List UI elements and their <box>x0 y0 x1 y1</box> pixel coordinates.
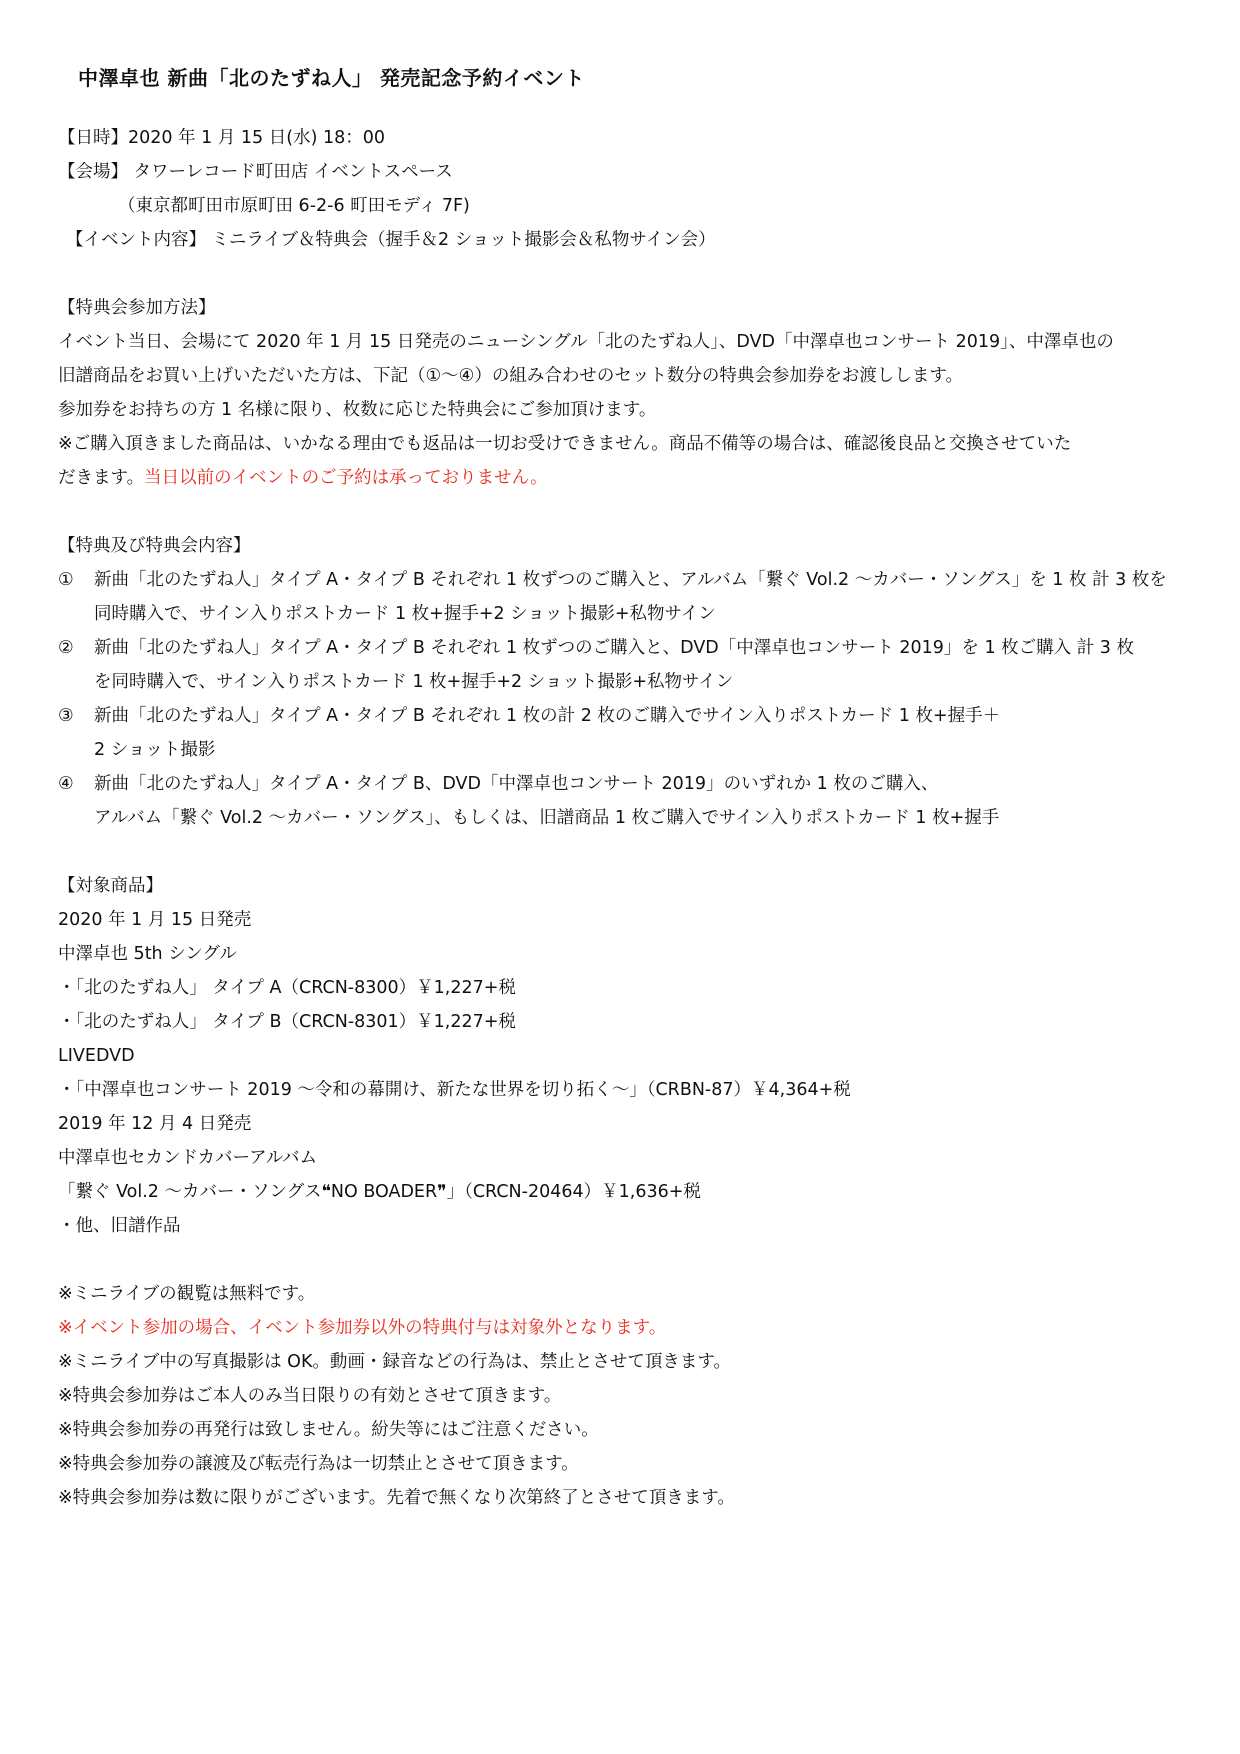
benefit-item-1-line-2: 同時購入で、サイン入りポストカード 1 枚+握手+2 ショット撮影+私物サイン <box>94 604 716 624</box>
method-line-2: 旧譜商品をお買い上げいただいた方は、下記（①～④）の組み合わせのセット数分の特典会参加券をお渡しします。 <box>58 366 963 386</box>
product-line: 2019 年 12 月 4 日発売 <box>58 1114 252 1134</box>
method-line-5-text: だきます。 <box>58 468 145 488</box>
product-line: ・「北のたずね人」 タイプ B（CRCN-8301）￥1,227+税 <box>58 1012 516 1032</box>
benefit-item-line-1: 新曲「北のたずね人」タイプ A・タイプ B、DVD「中澤卓也コンサート 2019」のいずれか 1 枚のご購入、 <box>94 774 939 794</box>
event-datetime: 【日時】2020 年 1 月 15 日(水) 18：00 <box>58 128 386 148</box>
benefit-item-number: ① <box>58 570 74 590</box>
product-line: 「繋ぐ Vol.2 ～カバー・ソングス❝NO BOADER❞」（CRCN-20464）￥1,636+税 <box>58 1182 701 1202</box>
benefit-item-4 <box>58 772 938 796</box>
products-heading: 【対象商品】 <box>58 876 163 896</box>
benefit-item-4-line-2: アルバム「繋ぐ Vol.2 ～カバー・ソングス」、もしくは、旧譜商品 1 枚ご購入でサイン入りポストカード 1 枚+握手 <box>94 808 1000 828</box>
product-line: ・「中澤卓也コンサート 2019 ～令和の幕開け、新たな世界を切り拓く～」（CRBN-87）￥4,364+税 <box>58 1080 851 1100</box>
product-line: 中澤卓也セカンドカバーアルバム <box>58 1148 318 1168</box>
method-line-3: 参加券をお持ちの方 1 名様に限り、枚数に応じた特典会にご参加頂けます。 <box>58 400 657 420</box>
note-line: ※特典会参加券の譲渡及び転売行為は一切禁止とさせて頂きます。 <box>58 1454 579 1474</box>
no-prior-reservation-notice: 当日以前のイベントのご予約は承っておりません。 <box>144 468 548 488</box>
note-line: ※特典会参加券の再発行は致しません。紛失等にはご注意ください。 <box>58 1420 599 1440</box>
product-line: ・「北のたずね人」 タイプ A（CRCN-8300）￥1,227+税 <box>58 978 516 998</box>
page-title: 中澤卓也 新曲「北のたずね人」 発売記念予約イベント <box>78 66 585 90</box>
event-address: （東京都町田市原町田 6-2-6 町田モディ 7F) <box>118 196 470 216</box>
benefit-item-3-line-2: 2 ショット撮影 <box>94 740 216 760</box>
benefit-item-1 <box>58 568 1167 592</box>
benefit-item-number: ④ <box>58 774 74 794</box>
benefit-item-line-1: 新曲「北のたずね人」タイプ A・タイプ B それぞれ 1 枚の計 2 枚のご購入でサイン入りポストカード 1 枚+握手＋ <box>94 706 1001 726</box>
note-line-highlight: ※イベント参加の場合、イベント参加券以外の特典付与は対象外となります。 <box>58 1318 667 1338</box>
product-line: ・他、旧譜作品 <box>58 1216 181 1236</box>
event-venue: 【会場】 タワーレコード町田店 イベントスペース <box>58 162 453 182</box>
benefit-item-2 <box>58 636 1134 660</box>
benefit-item-line-1: 新曲「北のたずね人」タイプ A・タイプ B それぞれ 1 枚ずつのご購入と、DVD「中澤卓也コンサート 2019」を 1 枚ご購入 計 3 枚 <box>94 638 1134 658</box>
product-line: LIVEDVD <box>58 1046 135 1066</box>
note-line: ※ミニライブの観覧は無料です。 <box>58 1284 316 1304</box>
benefit-item-number: ② <box>58 638 74 658</box>
note-line: ※特典会参加券はご本人のみ当日限りの有効とさせて頂きます。 <box>58 1386 562 1406</box>
benefit-item-2-line-2: を同時購入で、サイン入りポストカード 1 枚+握手+2 ショット撮影+私物サイン <box>94 672 734 692</box>
event-content: 【イベント内容】 ミニライブ＆特典会（握手＆2 ショット撮影会＆私物サイン会） <box>66 230 716 250</box>
product-line: 2020 年 1 月 15 日発売 <box>58 910 252 930</box>
benefits-heading: 【特典及び特典会内容】 <box>58 536 251 556</box>
note-line: ※ミニライブ中の写真撮影は OK。動画・録音などの行為は、禁止とさせて頂きます。 <box>58 1352 732 1372</box>
method-line-5 <box>58 466 548 490</box>
method-line-1: イベント当日、会場にて 2020 年 1 月 15 日発売のニューシングル「北のたずね人」、DVD「中澤卓也コンサート 2019」、中澤卓也の <box>58 332 1114 352</box>
benefit-item-line-1: 新曲「北のたずね人」タイプ A・タイプ B それぞれ 1 枚ずつのご購入と、アルバム「繋ぐ Vol.2 ～カバー・ソングス」を 1 枚 計 3 枚を <box>94 570 1167 590</box>
benefit-item-number: ③ <box>58 706 74 726</box>
method-heading: 【特典会参加方法】 <box>58 298 216 318</box>
benefit-item-3 <box>58 704 1000 728</box>
method-line-4: ※ご購入頂きました商品は、いかなる理由でも返品は一切お受けできません。商品不備等の場合は、確認後良品と交換させていた <box>58 434 1072 454</box>
product-line: 中澤卓也 5th シングル <box>58 944 237 964</box>
note-line: ※特典会参加券は数に限りがございます。先着で無くなり次第終了とさせて頂きます。 <box>58 1488 735 1508</box>
